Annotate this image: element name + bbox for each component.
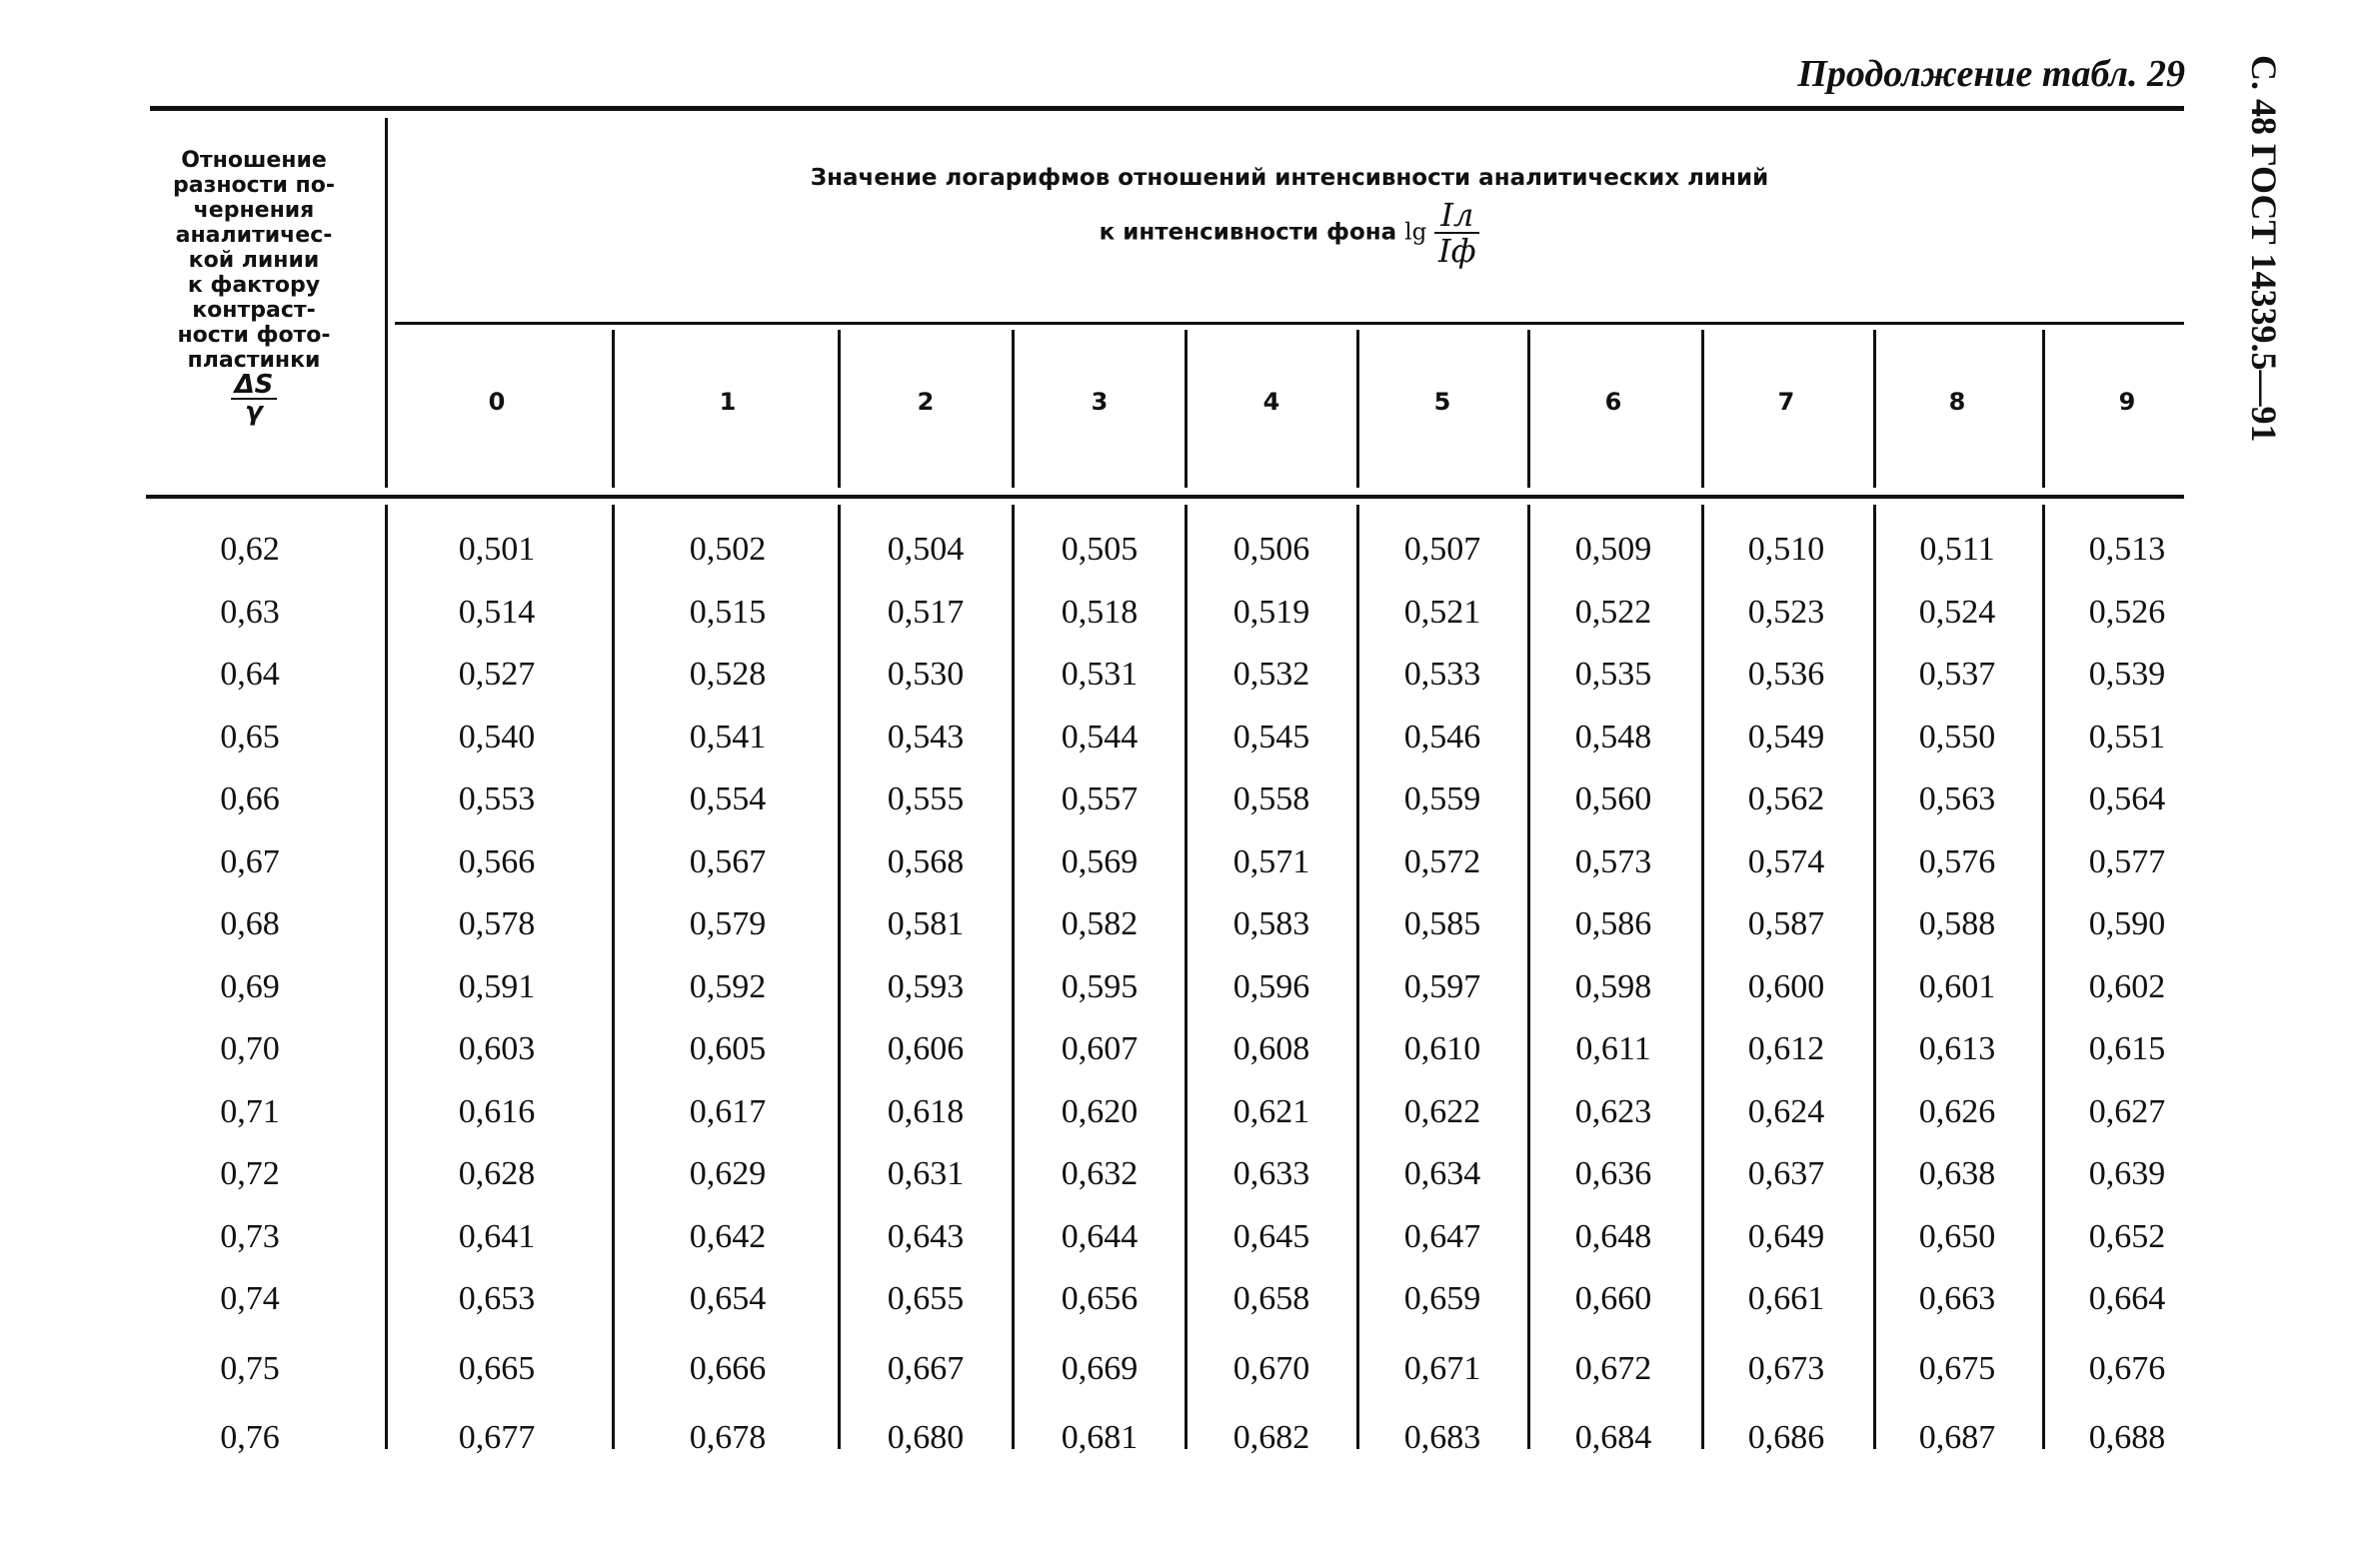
table-cell: 0,577 xyxy=(2088,842,2166,880)
intensity-fraction-denominator: Iф xyxy=(1437,232,1476,270)
table-cell: 0,647 xyxy=(1403,1217,1481,1255)
table-cell: 0,650 xyxy=(1918,1217,1996,1255)
table-cell: 0,665 xyxy=(458,1349,536,1387)
table-cell: 0,551 xyxy=(2088,718,2166,756)
table-cell: 0,680 xyxy=(887,1419,965,1456)
table-cell: 0,628 xyxy=(458,1155,536,1192)
column-header: 1 xyxy=(719,388,737,416)
table-cell: 0,592 xyxy=(689,967,767,1005)
row-key: 0,64 xyxy=(220,656,280,693)
spanning-header-line2 xyxy=(395,198,2184,268)
table-cell: 0,600 xyxy=(1747,967,1825,1005)
table-cell: 0,670 xyxy=(1232,1349,1310,1387)
table-top-rule xyxy=(150,106,2184,111)
stub-header-line: чернения xyxy=(193,198,315,223)
table-cell: 0,532 xyxy=(1232,656,1310,693)
table-cell: 0,669 xyxy=(1061,1349,1139,1387)
column-divider xyxy=(1012,330,1015,488)
row-key: 0,70 xyxy=(220,1030,280,1067)
intensity-fraction xyxy=(1434,198,1479,268)
table-cell: 0,664 xyxy=(2088,1280,2166,1317)
intensity-fraction-numerator: Iл xyxy=(1434,198,1479,234)
column-divider xyxy=(2042,330,2045,488)
table-cell: 0,549 xyxy=(1747,718,1825,756)
table-cell: 0,645 xyxy=(1232,1217,1310,1255)
table-cell: 0,643 xyxy=(887,1217,965,1255)
table-cell: 0,605 xyxy=(689,1030,767,1067)
table-cell: 0,649 xyxy=(1747,1217,1825,1255)
table-cell: 0,587 xyxy=(1747,905,1825,942)
column-divider xyxy=(2042,505,2045,1449)
stub-header-line: аналитичес- xyxy=(175,223,333,248)
table-cell: 0,569 xyxy=(1061,842,1139,880)
table-cell: 0,501 xyxy=(458,531,536,568)
stub-header-line: ности фото- xyxy=(177,323,331,348)
table-cell: 0,610 xyxy=(1403,1030,1481,1067)
table-cell: 0,637 xyxy=(1747,1155,1825,1192)
table-cell: 0,652 xyxy=(2088,1217,2166,1255)
table-cell: 0,564 xyxy=(2088,780,2166,817)
column-divider xyxy=(1701,330,1704,488)
column-divider xyxy=(838,505,841,1449)
column-divider xyxy=(1873,330,1876,488)
table-cell: 0,553 xyxy=(458,780,536,817)
table-cell: 0,607 xyxy=(1061,1030,1139,1067)
column-divider xyxy=(612,505,615,1449)
column-header: 6 xyxy=(1604,388,1622,416)
column-divider xyxy=(1873,505,1876,1449)
table-cell: 0,572 xyxy=(1403,842,1481,880)
table-cell: 0,557 xyxy=(1061,780,1139,817)
table-cell: 0,539 xyxy=(2088,656,2166,693)
table-cell: 0,675 xyxy=(1918,1349,1996,1387)
table-cell: 0,684 xyxy=(1574,1419,1652,1456)
row-key: 0,75 xyxy=(220,1349,280,1387)
column-header: 2 xyxy=(917,388,935,416)
table-cell: 0,519 xyxy=(1232,593,1310,631)
table-cell: 0,554 xyxy=(689,780,767,817)
table-cell: 0,616 xyxy=(458,1092,536,1130)
column-header-rule xyxy=(395,322,2184,325)
table-cell: 0,544 xyxy=(1061,718,1139,756)
table-cell: 0,540 xyxy=(458,718,536,756)
table-cell: 0,566 xyxy=(458,842,536,880)
stub-header-line: к фактору xyxy=(187,273,321,298)
table-cell: 0,631 xyxy=(887,1155,965,1192)
table-cell: 0,682 xyxy=(1232,1419,1310,1456)
table-cell: 0,678 xyxy=(689,1419,767,1456)
table-cell: 0,545 xyxy=(1232,718,1310,756)
table-cell: 0,558 xyxy=(1232,780,1310,817)
table-cell: 0,593 xyxy=(887,967,965,1005)
table-cell: 0,598 xyxy=(1574,967,1652,1005)
column-divider xyxy=(1012,505,1015,1449)
table-cell: 0,601 xyxy=(1918,967,1996,1005)
table-cell: 0,636 xyxy=(1574,1155,1652,1192)
table-cell: 0,590 xyxy=(2088,905,2166,942)
table-cell: 0,596 xyxy=(1232,967,1310,1005)
stub-fraction-denominator: γ xyxy=(245,397,263,427)
column-divider xyxy=(1701,505,1704,1449)
table-cell: 0,523 xyxy=(1747,593,1825,631)
row-key: 0,65 xyxy=(220,718,280,756)
table-cell: 0,591 xyxy=(458,967,536,1005)
table-cell: 0,667 xyxy=(887,1349,965,1387)
column-divider xyxy=(1185,505,1188,1449)
table-cell: 0,568 xyxy=(887,842,965,880)
table-cell: 0,583 xyxy=(1232,905,1310,942)
table-cell: 0,530 xyxy=(887,656,965,693)
table-cell: 0,527 xyxy=(458,656,536,693)
table-cell: 0,574 xyxy=(1747,842,1825,880)
column-divider xyxy=(1356,330,1359,488)
column-header: 4 xyxy=(1262,388,1280,416)
table-cell: 0,612 xyxy=(1747,1030,1825,1067)
table-cell: 0,597 xyxy=(1403,967,1481,1005)
table-cell: 0,541 xyxy=(689,718,767,756)
stub-header-line: Отношение xyxy=(181,148,327,173)
table-cell: 0,677 xyxy=(458,1419,536,1456)
table-cell: 0,627 xyxy=(2088,1092,2166,1130)
table-cell: 0,515 xyxy=(689,593,767,631)
column-header: 7 xyxy=(1777,388,1795,416)
table-cell: 0,563 xyxy=(1918,780,1996,817)
header-bottom-rule xyxy=(146,495,2184,499)
table-cell: 0,611 xyxy=(1575,1030,1651,1067)
table-cell: 0,537 xyxy=(1918,656,1996,693)
table-cell: 0,579 xyxy=(689,905,767,942)
column-header: 3 xyxy=(1091,388,1109,416)
table-cell: 0,518 xyxy=(1061,593,1139,631)
spanning-header-line1: Значение логарифмов отношений интенсивности аналитических линий xyxy=(810,165,1769,191)
table-cell: 0,621 xyxy=(1232,1092,1310,1130)
table-cell: 0,536 xyxy=(1747,656,1825,693)
table-cell: 0,634 xyxy=(1403,1155,1481,1192)
side-header-text: С. 48 ГОСТ 14339.5—91 xyxy=(2244,55,2284,443)
table-cell: 0,603 xyxy=(458,1030,536,1067)
table-cell: 0,517 xyxy=(887,593,965,631)
table-cell: 0,683 xyxy=(1403,1419,1481,1456)
stub-header-line: пластинки xyxy=(187,348,321,373)
column-divider xyxy=(1356,505,1359,1449)
stub-divider xyxy=(385,118,388,488)
table-cell: 0,666 xyxy=(689,1349,767,1387)
column-header: 5 xyxy=(1433,388,1451,416)
table-cell: 0,559 xyxy=(1403,780,1481,817)
table-cell: 0,617 xyxy=(689,1092,767,1130)
row-key: 0,66 xyxy=(220,780,280,817)
table-cell: 0,613 xyxy=(1918,1030,1996,1067)
table-cell: 0,521 xyxy=(1403,593,1481,631)
table-cell: 0,528 xyxy=(689,656,767,693)
stub-fraction-numerator: ΔS xyxy=(231,373,278,400)
column-header: 0 xyxy=(488,388,506,416)
table-cell: 0,644 xyxy=(1061,1217,1139,1255)
table-cell: 0,606 xyxy=(887,1030,965,1067)
table-cell: 0,672 xyxy=(1574,1349,1652,1387)
table-cell: 0,654 xyxy=(689,1280,767,1317)
table-cell: 0,618 xyxy=(887,1092,965,1130)
table-cell: 0,602 xyxy=(2088,967,2166,1005)
lg-symbol: lg xyxy=(1404,219,1427,246)
row-key: 0,67 xyxy=(220,842,280,880)
table-cell: 0,581 xyxy=(887,905,965,942)
table-cell: 0,615 xyxy=(2088,1030,2166,1067)
column-divider xyxy=(612,330,615,488)
table-cell: 0,642 xyxy=(689,1217,767,1255)
stub-divider-body xyxy=(385,505,388,1449)
table-cell: 0,655 xyxy=(887,1280,965,1317)
column-header: 8 xyxy=(1948,388,1966,416)
table-cell: 0,648 xyxy=(1574,1217,1652,1255)
column-divider xyxy=(1185,330,1188,488)
table-cell: 0,641 xyxy=(458,1217,536,1255)
table-cell: 0,624 xyxy=(1747,1092,1825,1130)
table-cell: 0,653 xyxy=(458,1280,536,1317)
row-key: 0,69 xyxy=(220,967,280,1005)
column-divider xyxy=(838,330,841,488)
continuation-title: Продолжение табл. 29 xyxy=(1797,53,2185,95)
table-cell: 0,576 xyxy=(1918,842,1996,880)
table-cell: 0,659 xyxy=(1403,1280,1481,1317)
table-cell: 0,505 xyxy=(1061,531,1139,568)
table-cell: 0,632 xyxy=(1061,1155,1139,1192)
table-cell: 0,661 xyxy=(1747,1280,1825,1317)
stub-header-lines xyxy=(150,148,358,373)
table-cell: 0,676 xyxy=(2088,1349,2166,1387)
table-cell: 0,633 xyxy=(1232,1155,1310,1192)
table-cell: 0,513 xyxy=(2088,531,2166,568)
table-cell: 0,673 xyxy=(1747,1349,1825,1387)
table-cell: 0,555 xyxy=(887,780,965,817)
table-cell: 0,671 xyxy=(1403,1349,1481,1387)
row-key: 0,73 xyxy=(220,1217,280,1255)
table-cell: 0,507 xyxy=(1403,531,1481,568)
table-cell: 0,504 xyxy=(887,531,965,568)
table-cell: 0,681 xyxy=(1061,1419,1139,1456)
table-cell: 0,502 xyxy=(689,531,767,568)
table-cell: 0,510 xyxy=(1747,531,1825,568)
table-cell: 0,656 xyxy=(1061,1280,1139,1317)
row-key: 0,71 xyxy=(220,1092,280,1130)
table-cell: 0,562 xyxy=(1747,780,1825,817)
table-cell: 0,688 xyxy=(2088,1419,2166,1456)
column-divider xyxy=(1527,330,1530,488)
spanning-header xyxy=(395,158,2184,268)
table-cell: 0,626 xyxy=(1918,1092,1996,1130)
table-cell: 0,582 xyxy=(1061,905,1139,942)
row-key: 0,74 xyxy=(220,1280,280,1317)
table-cell: 0,578 xyxy=(458,905,536,942)
table-cell: 0,658 xyxy=(1232,1280,1310,1317)
spanning-header-prefix: к интенсивности фона xyxy=(1099,219,1397,246)
table-cell: 0,588 xyxy=(1918,905,1996,942)
table-cell: 0,567 xyxy=(689,842,767,880)
table-cell: 0,546 xyxy=(1403,718,1481,756)
table-cell: 0,687 xyxy=(1918,1419,1996,1456)
table-cell: 0,571 xyxy=(1232,842,1310,880)
stub-fraction xyxy=(231,370,278,427)
row-key: 0,62 xyxy=(220,531,280,568)
table-cell: 0,623 xyxy=(1574,1092,1652,1130)
table-cell: 0,514 xyxy=(458,593,536,631)
table-cell: 0,522 xyxy=(1574,593,1652,631)
table-cell: 0,608 xyxy=(1232,1030,1310,1067)
table-cell: 0,524 xyxy=(1918,593,1996,631)
table-cell: 0,550 xyxy=(1918,718,1996,756)
table-cell: 0,511 xyxy=(1919,531,1995,568)
table-cell: 0,531 xyxy=(1061,656,1139,693)
table-cell: 0,535 xyxy=(1574,656,1652,693)
table-cell: 0,509 xyxy=(1574,531,1652,568)
stub-header-line: разности по- xyxy=(172,173,335,198)
table-cell: 0,620 xyxy=(1061,1092,1139,1130)
table-cell: 0,585 xyxy=(1403,905,1481,942)
stub-header-line: контраст- xyxy=(192,298,316,323)
column-header: 9 xyxy=(2118,388,2136,416)
side-header xyxy=(2224,55,2294,525)
stub-header xyxy=(150,148,358,426)
table-cell: 0,622 xyxy=(1403,1092,1481,1130)
table-cell: 0,686 xyxy=(1747,1419,1825,1456)
table-cell: 0,573 xyxy=(1574,842,1652,880)
table-cell: 0,586 xyxy=(1574,905,1652,942)
table-cell: 0,660 xyxy=(1574,1280,1652,1317)
row-key: 0,68 xyxy=(220,905,280,942)
row-key: 0,76 xyxy=(220,1419,280,1456)
table-cell: 0,629 xyxy=(689,1155,767,1192)
table-cell: 0,639 xyxy=(2088,1155,2166,1192)
table-cell: 0,548 xyxy=(1574,718,1652,756)
column-divider xyxy=(1527,505,1530,1449)
row-key: 0,72 xyxy=(220,1155,280,1192)
row-key: 0,63 xyxy=(220,593,280,631)
table-cell: 0,543 xyxy=(887,718,965,756)
table-cell: 0,595 xyxy=(1061,967,1139,1005)
table-cell: 0,533 xyxy=(1403,656,1481,693)
table-cell: 0,638 xyxy=(1918,1155,1996,1192)
table-cell: 0,506 xyxy=(1232,531,1310,568)
table-cell: 0,560 xyxy=(1574,780,1652,817)
table-cell: 0,526 xyxy=(2088,593,2166,631)
stub-header-line: кой линии xyxy=(188,248,320,273)
table-cell: 0,663 xyxy=(1918,1280,1996,1317)
